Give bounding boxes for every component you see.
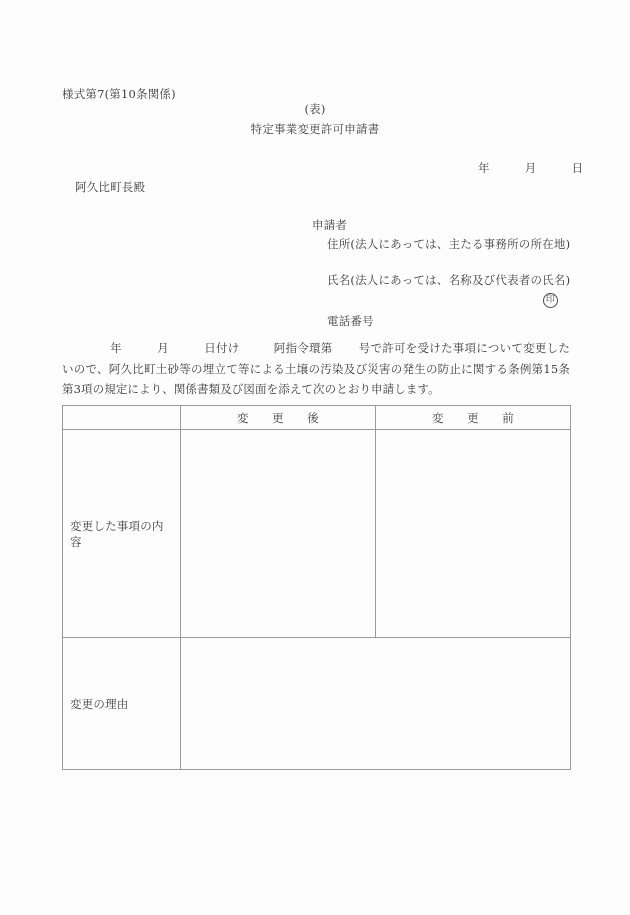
addressee: 阿久比町長殿	[75, 180, 146, 194]
document-kind-label: (表)	[304, 102, 326, 116]
field-changed-content-before[interactable]	[376, 430, 571, 638]
body-line3: 項の規定により、関係書類及び図面を添えて次のとおり申請します。	[81, 382, 440, 396]
field-changed-content-after[interactable]	[181, 430, 376, 638]
date-line: 年 月 日	[478, 161, 584, 175]
row-label-changed-content: 変更した事項の内容	[63, 430, 181, 638]
field-change-reason[interactable]	[181, 638, 571, 770]
seal-icon: 印	[543, 293, 558, 308]
table-header-before: 変 更 前	[376, 406, 571, 430]
applicant-name-label: 氏名(法人にあっては、名称及び代表者の氏名)	[327, 273, 571, 287]
table-row	[63, 430, 571, 638]
body-line1-docnumber: 阿指令環第	[273, 341, 333, 355]
table-row	[63, 638, 571, 770]
applicant-phone-label: 電話番号	[327, 314, 374, 328]
body-line1-date: 年 月 日付け	[110, 341, 240, 355]
table-corner-cell	[63, 406, 181, 430]
body-paragraph	[62, 338, 570, 400]
page-title: 特定事業変更許可申請書	[250, 122, 380, 136]
change-table	[62, 405, 571, 770]
table-header-after: 変 更 後	[181, 406, 376, 430]
applicant-section-label: 申請者	[312, 218, 348, 232]
body-line2: で、阿久比町土砂等の埋立て等による土壌の汚染及び災害の発生の防止に関する条例第15条第3	[62, 361, 570, 396]
seal-stamp-area	[543, 290, 558, 308]
row-label-change-reason: 変更の理由	[63, 638, 181, 770]
table-header-row	[63, 406, 571, 430]
form-number: 様式第7(第10条関係)	[62, 87, 176, 101]
applicant-address-label: 住所(法人にあっては、主たる事務所の所在地)	[327, 237, 571, 251]
body-line1-tail: 号で許可を受けた事項について変更したいの	[62, 341, 570, 376]
